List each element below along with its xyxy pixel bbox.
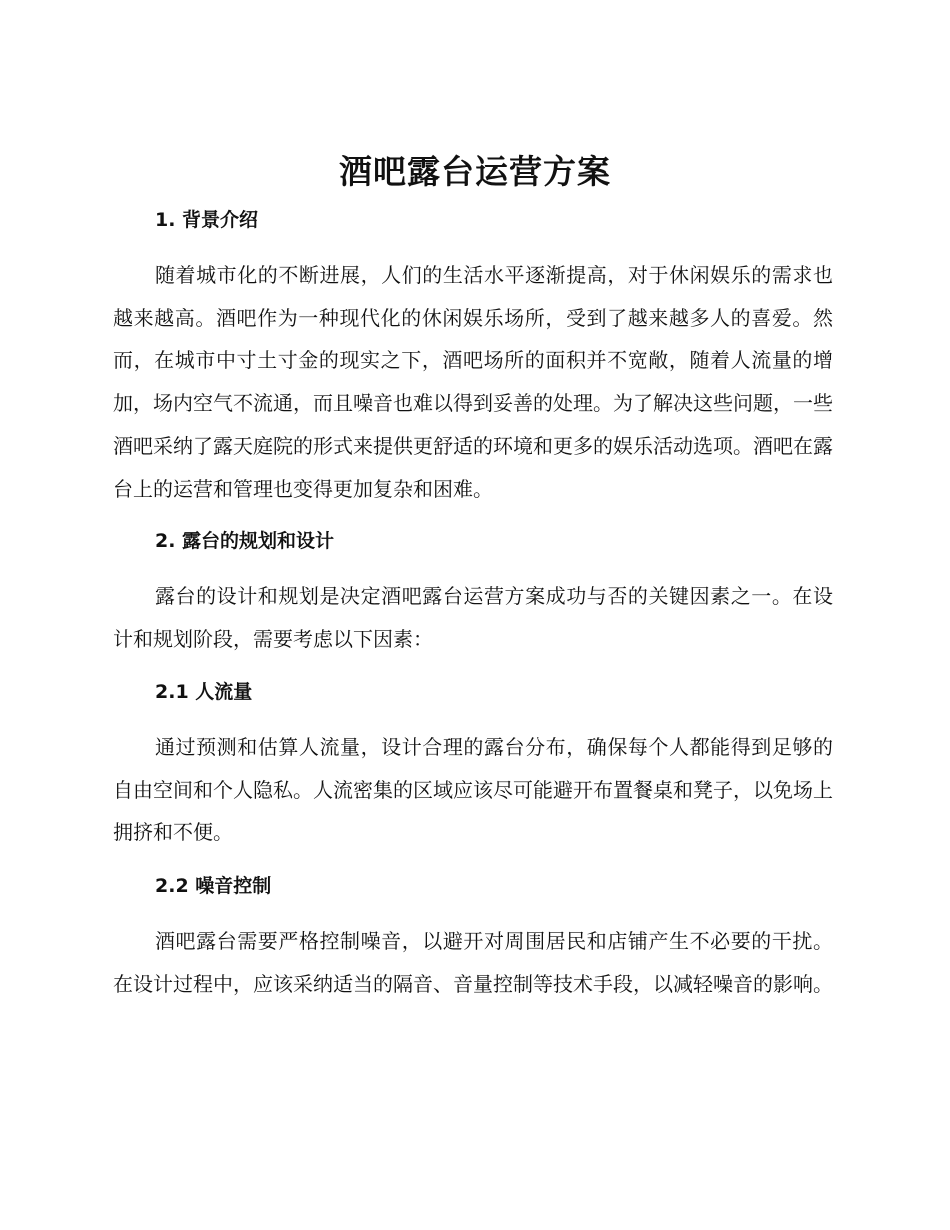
section-heading-background: 1. 背景介绍 [155, 209, 259, 231]
document-title: 酒吧露台运营方案 [339, 152, 611, 191]
section-paragraph-planning-design: 露台的设计和规划是决定酒吧露台运营方案成功与否的关键因素之一。在设计和规划阶段，需要考虑以下因素： [113, 584, 833, 651]
section-heading-planning-design: 2. 露台的规划和设计 [155, 530, 335, 552]
section-paragraph-foot-traffic: 通过预测和估算人流量，设计合理的露台分布，确保每个人都能得到足够的自由空间和个人隐私。人流密集的区域应该尽可能避开布置餐桌和凳子，以免场上拥挤和不便。 [113, 735, 833, 845]
section-heading-foot-traffic: 2.1 人流量 [155, 681, 253, 703]
section-heading-noise-control: 2.2 噪音控制 [155, 875, 272, 897]
section-paragraph-background: 随着城市化的不断进展，人们的生活水平逐渐提高，对于休闲娱乐的需求也越来越高。酒吧作为一种现代化的休闲娱乐场所，受到了越来越多人的喜爱。然而，在城市中寸土寸金的现实之下，酒吧场所的面积并不宽敞，随着人流量的增加，场内空气不流通，而且噪音也难以得到妥善的处理。为了解决这些问题，一些酒吧采纳了露天庭院的形式来提供更舒适的环境和更多的娱乐活动选项。酒吧在露台上的运营和管理也变得更加复杂和困难。 [113, 263, 833, 501]
section-paragraph-noise-control: 酒吧露台需要严格控制噪音，以避开对周围居民和店铺产生不必要的干扰。在设计过程中，应该采纳适当的隔音、音量控制等技术手段，以减轻噪音的影响。 [113, 929, 833, 996]
